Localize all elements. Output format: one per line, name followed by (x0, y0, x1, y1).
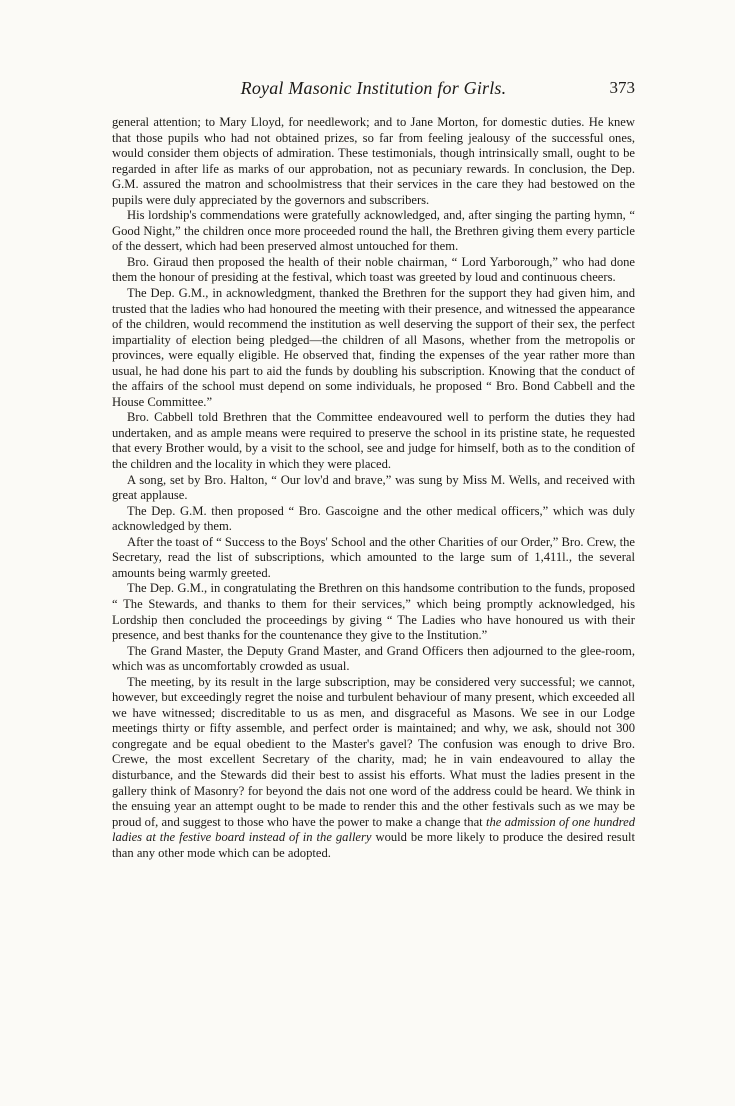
paragraph: Bro. Giraud then proposed the health of their noble chairman, “ Lord Yarborough,” who had done them the honour of presiding at the festival, which toast was greeted by loud and continuous cheers. (112, 254, 635, 285)
paragraph: general attention; to Mary Lloyd, for needlework; and to Jane Morton, for domestic duties. He knew that those pupils who had not obtained prizes, so far from feeling jealousy of the successful ones, would consider them objects of admiration. These testimonials, though intrinsically small, ought to be regarded in after life as marks of our approbation, not as pecuniary rewards. In conclusion, the Dep. G.M. assured the matron and schoolmistress that their services in the care they had bestowed on the pupils were duly appreciated by the governors and subscribers. (112, 115, 635, 207)
paragraph: The Dep. G.M., in acknowledgment, thanked the Brethren for the support they had given him, and trusted that the ladies who had honoured the meeting with their presence, and witnessed the appearance of the children, would recommend the institution as well deserving the support of their sex, the perfect impartiality of election being pledged—the children of all Masons, whether from the metropolis or provinces, were equally eligible. He observed that, finding the expenses of the year rather more than usual, he had done his part to aid the funds by doubling his subscription. Knowing that the conduct of the affairs of the school must depend on some individuals, he proposed “ Bro. Bond Cabbell and the House Committee.” (112, 286, 635, 409)
page-number: 373 (609, 78, 635, 97)
italic-phrase: the admission of one hundred ladies at the festive board instead of in the gallery (112, 814, 635, 845)
article-body (112, 115, 635, 861)
paragraph: His lordship's commendations were gratefully acknowledged, and, after singing the parting hymn, “ Good Night,” the children once more proceeded round the hall, the Brethren giving them every particle of the dessert, which had been preserved almost untouched for them. (112, 208, 635, 254)
paragraph: The Dep. G.M. then proposed “ Bro. Gascoigne and the other medical officers,” which was duly acknowledged by them. (112, 503, 635, 534)
running-head (112, 78, 635, 100)
final-text: The meeting, by its result in the large subscription, may be considered very successful; we cannot, however, but exceedingly regret the noise and turbulent behaviour of many present, which exceeded all we have witnessed; discreditable to us as men, and disgraceful as Masons. We see in our Lodge meetings thirty or fifty assemble, and perfect order is maintained; and why, we ask, should not 300 congregate and be equal obedient to the Master's gavel? The confusion was enough to drive Bro. Crewe, the most excellent Secretary of the charity, mad; he in vain endeavoured to allay the disturbance, and the Stewards did their best to assist his efforts. What must the ladies present in the gallery think of Masonry? for beyond the dais not one word of the address could be heard. We think in the ensuing year an attempt ought to be made to render this and the other festivals such as we may be proud of, and suggest to those who have the power to make a change that (112, 674, 635, 829)
paragraph: A song, set by Bro. Halton, “ Our lov'd and brave,” was sung by Miss M. Wells, and received with great applause. (112, 472, 635, 503)
paragraph: The Dep. G.M., in congratulating the Brethren on this handsome contribution to the funds, proposed “ The Stewards, and thanks to them for their services,” which being promptly acknowledged, his Lordship then concluded the proceedings by giving “ The Ladies who have honoured us with their presence, and best thanks for the countenance they give to the Institution.” (112, 581, 635, 643)
final-text-end: would be more likely to produce the desired result than any other mode which can be adopted. (112, 830, 635, 860)
paragraph-final (112, 675, 635, 862)
paragraph: After the toast of “ Success to the Boys' School and the other Charities of our Order,” Bro. Crew, the Secretary, read the list of subscriptions, which amounted to the large sum of 1,411l., the several amounts being warmly greeted. (112, 534, 635, 580)
paragraph: The Grand Master, the Deputy Grand Master, and Grand Officers then adjourned to the glee-room, which was as uncomfortably crowded as usual. (112, 643, 635, 674)
running-title: Royal Masonic Institution for Girls. (240, 78, 507, 98)
paragraph: Bro. Cabbell told Brethren that the Committee endeavoured well to perform the duties they had undertaken, and as ample means were required to preserve the school in its pristine state, he requested that every Brother would, by a visit to the school, see and judge for himself, both as to the condition of the children and the locality in which they were placed. (112, 410, 635, 472)
